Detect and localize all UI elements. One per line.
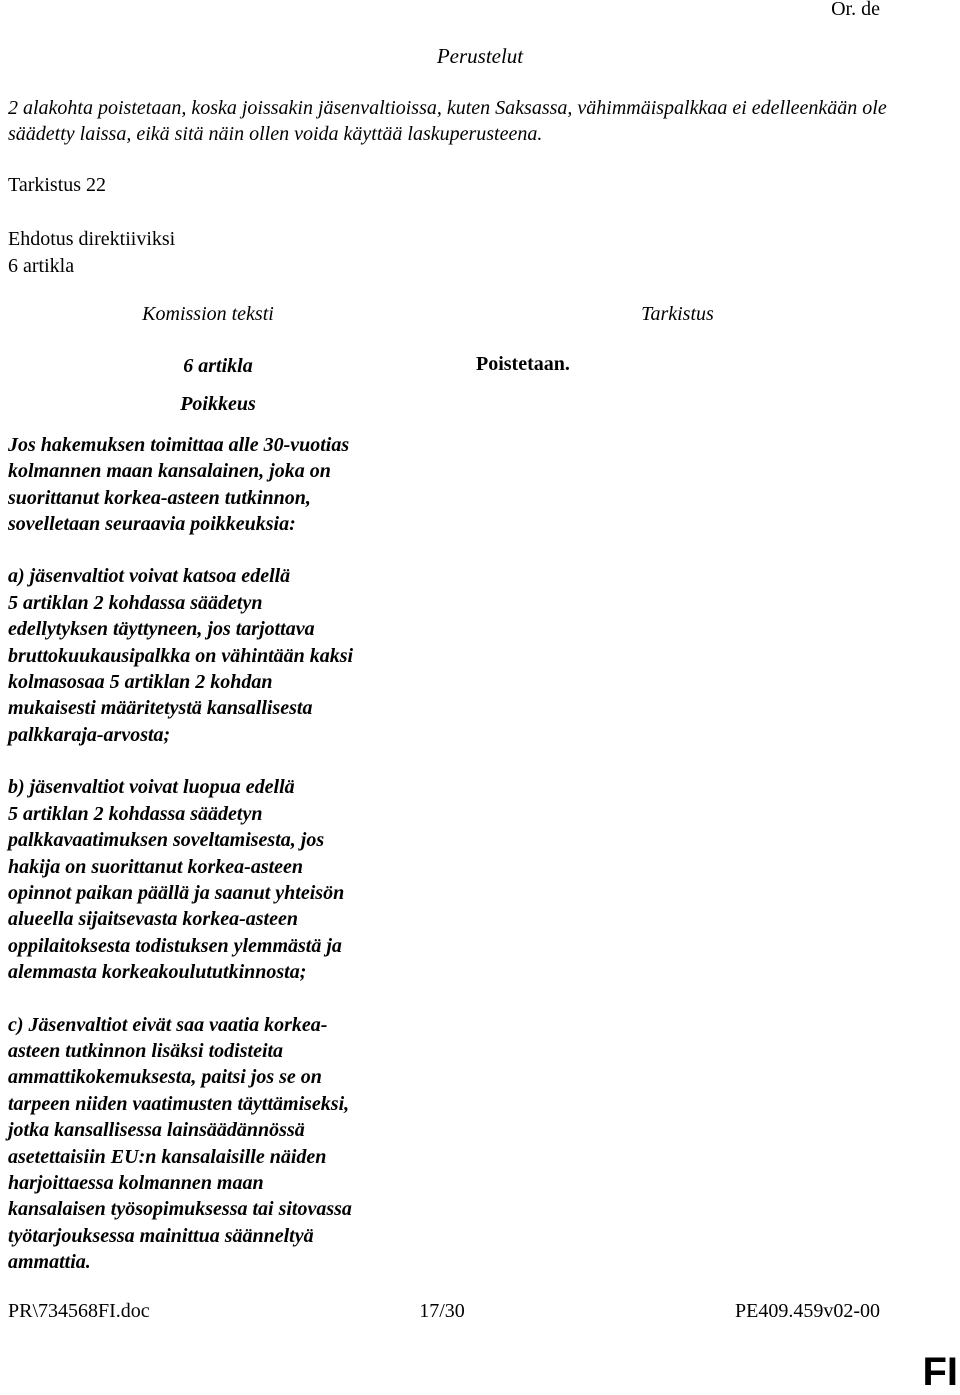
paragraph-line: kolmasosaa 5 artiklan 2 kohdan <box>8 671 273 694</box>
proposal-title: Ehdotus direktiiviksi <box>8 228 176 250</box>
paragraph-line: asetettaisiin EU:n kansalaisille näiden <box>8 1145 327 1168</box>
paragraph-line: a) jäsenvaltiot voivat katsoa edellä <box>8 565 291 588</box>
article-paragraph <box>8 1012 428 1276</box>
paragraph-line: b) jäsenvaltiot voivat luopua edellä <box>8 776 295 799</box>
paragraph-line: bruttokuukausipalkka on vähintään kaksi <box>8 644 354 667</box>
article-title: 6 artikla <box>183 355 253 377</box>
paragraph-line: oppilaitoksesta todistuksen ylemmästä ja <box>8 934 342 957</box>
paragraph-line: harjoittaessa kolmannen maan <box>8 1171 264 1194</box>
paragraph-line: 5 artiklan 2 kohdassa säädetyn <box>8 591 263 614</box>
paragraph-line: opinnot paikan päällä ja saanut yhteisön <box>8 881 345 904</box>
amendment-reference <box>8 226 175 280</box>
amendment-column-heading: Tarkistus <box>641 303 714 325</box>
paragraph-line: ammattikokemuksesta, paitsi jos se on <box>8 1066 322 1089</box>
commission-text-column <box>8 353 428 1302</box>
paragraph-line: c) Jäsenvaltiot eivät saa vaatia korkea- <box>8 1013 328 1036</box>
paragraph-line: 5 artiklan 2 kohdassa säädetyn <box>8 802 263 825</box>
article-paragraphs <box>8 432 428 1276</box>
paragraph-line: kolmannen maan kansalainen, joka on <box>8 460 331 483</box>
paragraph-line: asteen tutkinnon lisäksi todisteita <box>8 1039 284 1062</box>
amendment-number: Tarkistus 22 <box>8 174 107 196</box>
article-paragraph <box>8 774 428 985</box>
paragraph-line: tarpeen niiden vaatimusten täyttämiseksi, <box>8 1092 350 1115</box>
document-reference: PR\734568FI.doc <box>8 1300 150 1322</box>
paragraph-line: Jos hakemuksen toimittaa alle 30-vuotias <box>8 433 350 456</box>
page-number: 17/30 <box>419 1300 465 1322</box>
paragraph-line: palkkaraja-arvosta; <box>8 723 171 746</box>
paragraph-line: sovelletaan seuraavia poikkeuksia: <box>8 513 296 536</box>
paragraph-line: alemmasta korkeakoulututkinnosta; <box>8 961 307 984</box>
commission-text-heading: Komission teksti <box>142 303 274 325</box>
original-language-label: Or. de <box>831 0 880 20</box>
paragraph-line: hakija on suorittanut korkea-asteen <box>8 855 304 878</box>
article-reference: 6 artikla <box>8 255 75 277</box>
article-subtitle: Poikkeus <box>180 393 256 416</box>
justification-text: 2 alakohta poistetaan, koska joissakin jäsenvaltioissa, kuten Saksassa, vähimmäispalkkaa ei edelleenkään ole säädetty laissa, eikä sitä näin ollen voida käyttää laskuperusteena. <box>8 97 887 145</box>
article-paragraph <box>8 432 428 538</box>
paragraph-line: mukaisesti määritetystä kansallisesta <box>8 697 313 720</box>
paragraph-line: palkkavaatimuksen soveltamisesta, jos <box>8 829 325 852</box>
deleted-marker: Poistetaan. <box>476 353 570 375</box>
paragraph-line: edellytyksen täyttyneen, jos tarjottava <box>8 618 315 641</box>
paragraph-line: kansalaisen työsopimuksessa tai sitovassa <box>8 1198 352 1221</box>
paragraph-line: työtarjouksessa mainittua säänneltyä <box>8 1224 314 1247</box>
language-code: FI <box>922 1350 958 1394</box>
article-paragraph <box>8 563 428 748</box>
paragraph-line: suorittanut korkea-asteen tutkinnon, <box>8 486 311 509</box>
justification-heading: Perustelut <box>436 44 524 68</box>
paragraph-line: jotka kansallisessa lainsäädännössä <box>8 1119 305 1142</box>
paragraph-line: ammattia. <box>8 1251 91 1274</box>
paragraph-line: alueella sijaitsevasta korkea-asteen <box>8 908 298 931</box>
pe-reference: PE409.459v02-00 <box>735 1300 880 1322</box>
